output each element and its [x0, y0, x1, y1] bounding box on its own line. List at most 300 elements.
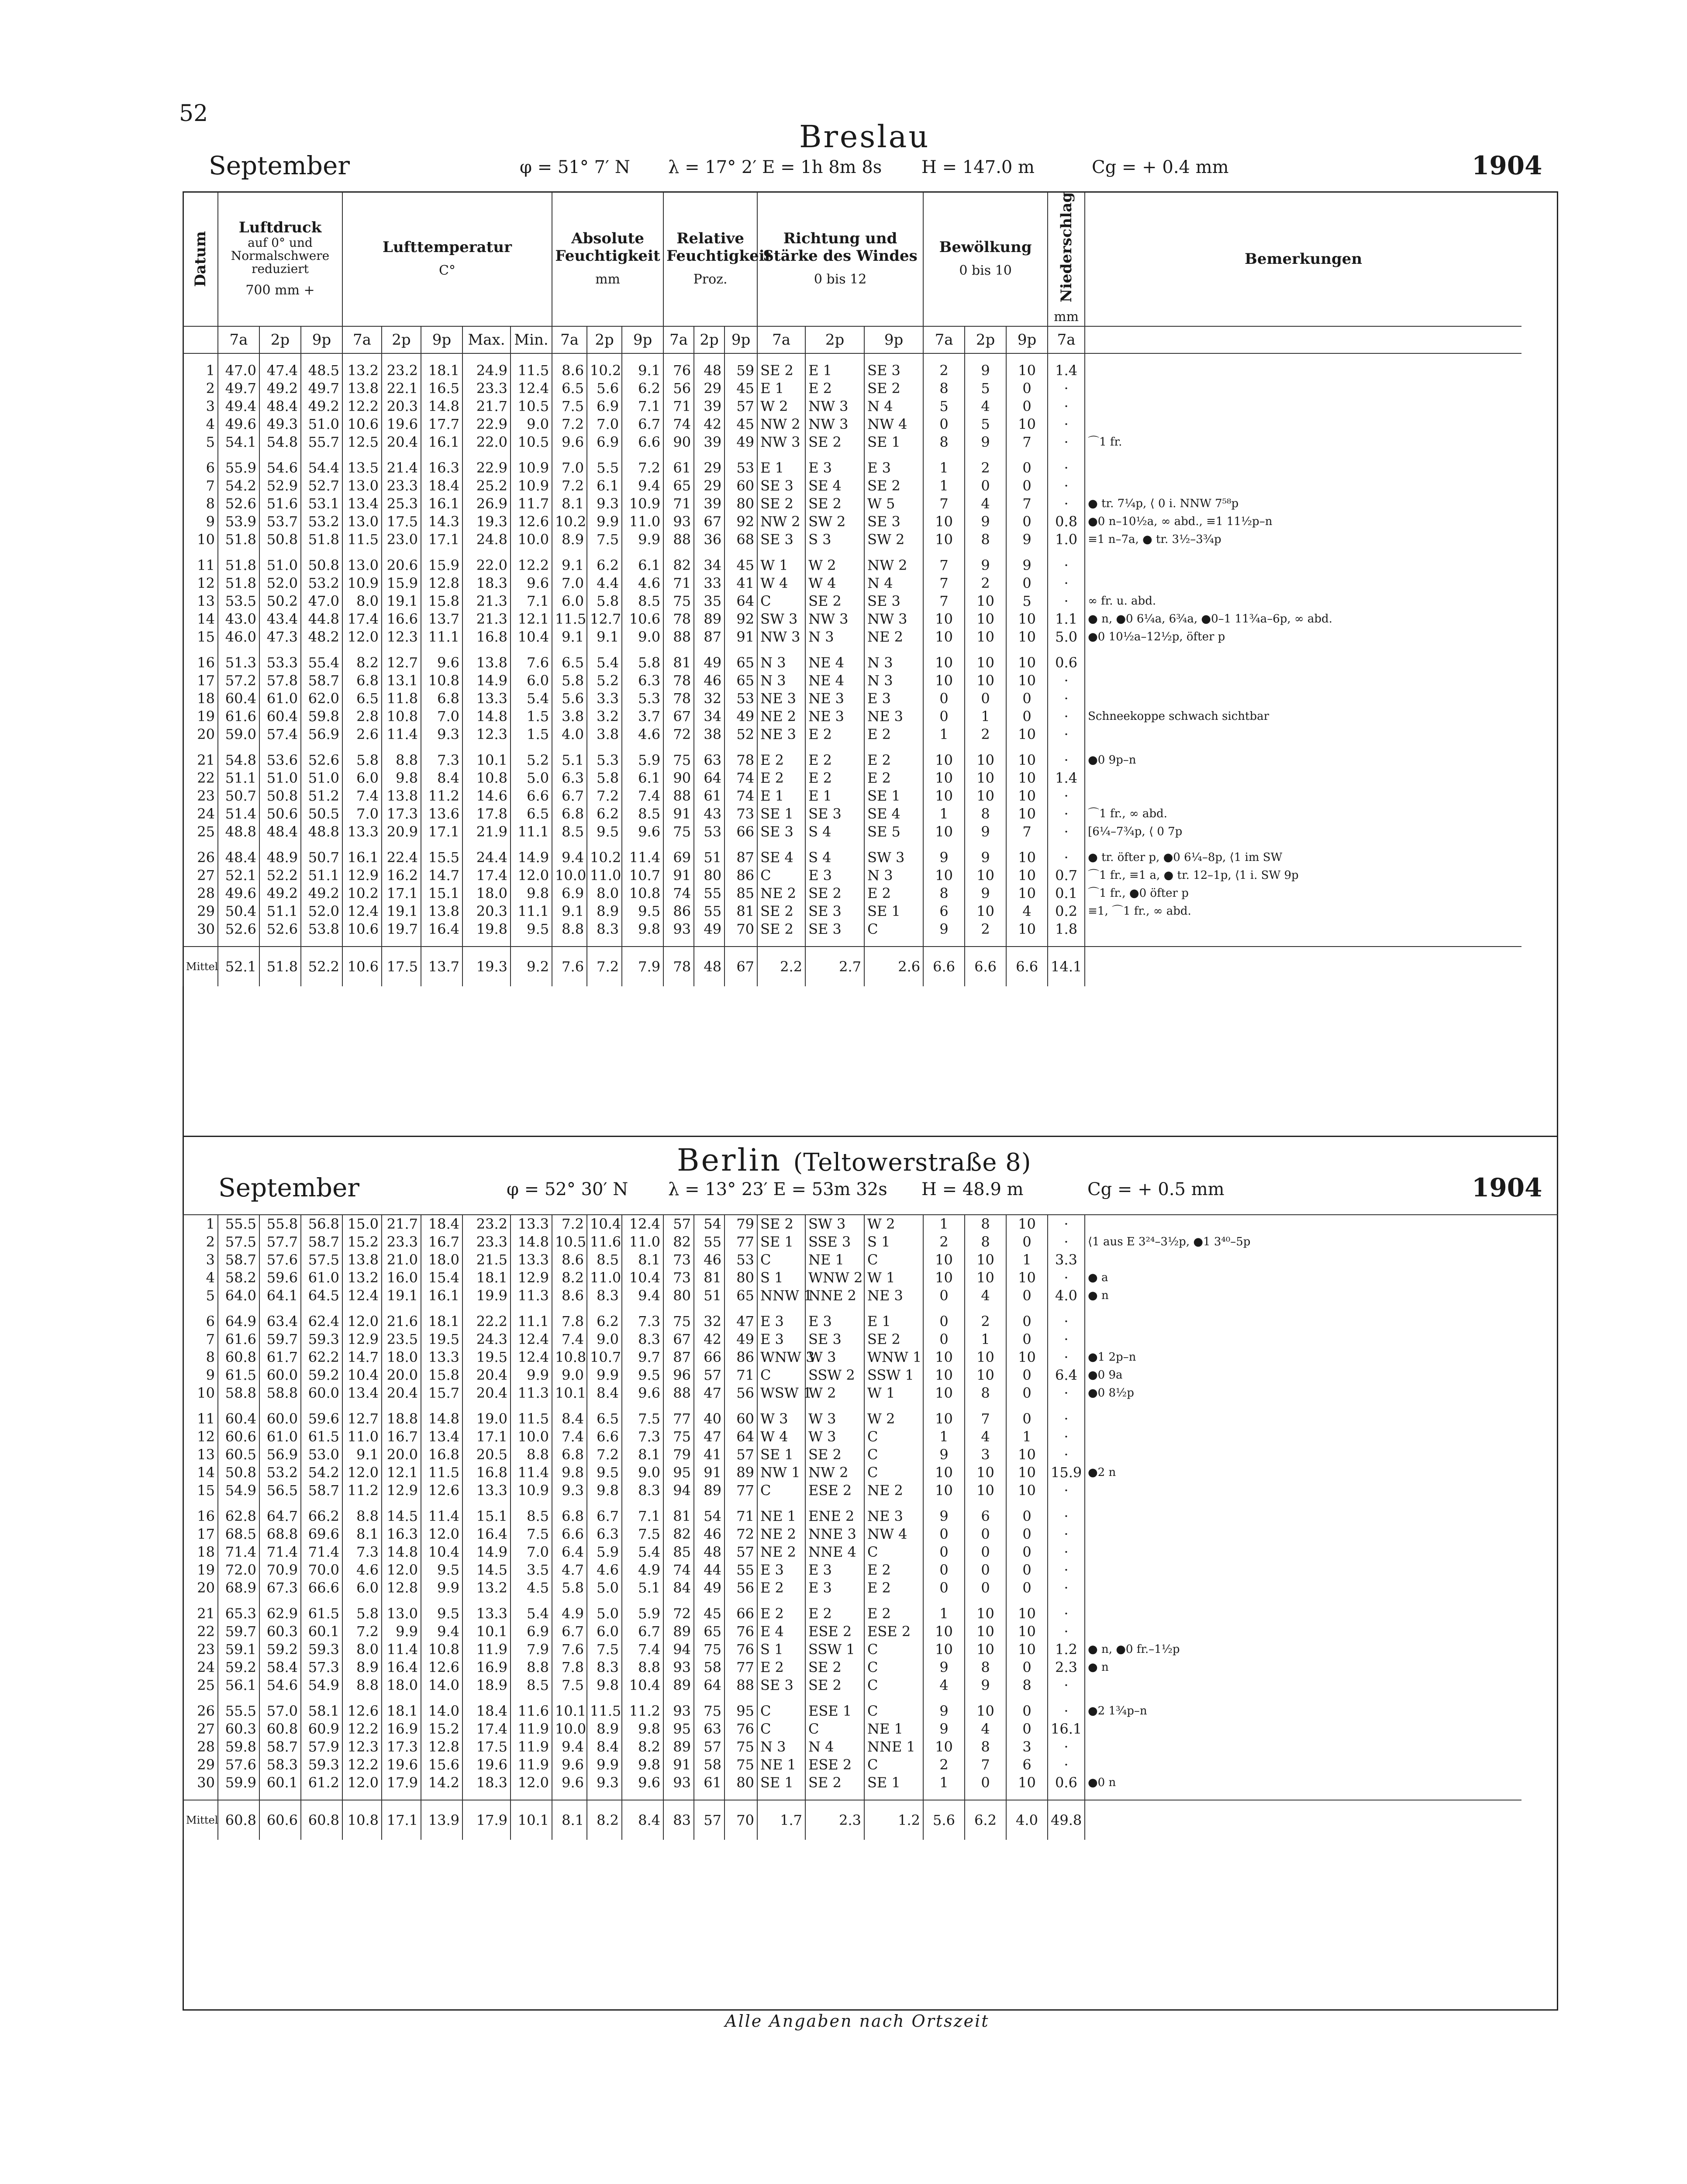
header-label: Bemerkungen: [1245, 250, 1363, 268]
table-cell: 8.8: [552, 920, 587, 938]
table-cell: 0.6: [1048, 654, 1085, 672]
spacer: [342, 451, 382, 459]
table-cell: 49: [724, 1330, 757, 1348]
spacer: [1048, 1402, 1085, 1410]
table-cell: SE 3: [757, 531, 805, 549]
spacer: [462, 353, 511, 362]
table-cell: 29: [183, 902, 218, 920]
table-cell: 64: [694, 1676, 724, 1694]
table-cell: 86: [724, 867, 757, 885]
table-cell: 10: [965, 1605, 1006, 1623]
table-cell: C: [864, 1676, 923, 1694]
table-cell: 59.2: [259, 1641, 301, 1659]
table-cell: 7.1: [511, 592, 552, 610]
table-cell: ·: [1048, 1525, 1085, 1543]
table-cell: [1085, 556, 1521, 574]
table-cell: 81: [663, 1507, 694, 1525]
table-cell: 32: [694, 1313, 724, 1330]
table-cell: 10: [1006, 1215, 1048, 1233]
table-cell: 0.7: [1048, 867, 1085, 885]
table-cell: 8.4: [587, 1384, 622, 1402]
table-cell: 11.5: [342, 531, 382, 549]
table-cell: 52.6: [301, 751, 342, 769]
table-cell: ·: [1048, 708, 1085, 726]
table-row: [183, 1251, 1521, 1269]
table-cell: 48.4: [259, 823, 301, 841]
table-cell: 10: [923, 1410, 965, 1428]
station-longitude: λ = 13° 23′ E = 53m 32s: [668, 1179, 887, 1199]
table-cell: 1: [1006, 1428, 1048, 1446]
table-cell: 8.8: [342, 1507, 382, 1525]
table-cell: S 4: [805, 823, 864, 841]
table-cell: 7: [965, 1756, 1006, 1774]
spacer: [301, 743, 342, 751]
table-cell: 17.8: [462, 805, 511, 823]
table-cell: 1.5: [511, 726, 552, 743]
table-cell: 51.0: [259, 556, 301, 574]
table-cell: 26: [183, 1702, 218, 1720]
table-cell: 14.0: [421, 1676, 462, 1694]
table-cell: 89: [663, 1623, 694, 1641]
table-cell: 66: [724, 823, 757, 841]
table-cell: 56.8: [301, 1215, 342, 1233]
table-cell: 7.9: [511, 1641, 552, 1659]
table-cell: 16.5: [421, 380, 462, 397]
table-cell: 11.4: [511, 1464, 552, 1482]
table-cell: 13.8: [382, 787, 421, 805]
table-cell: 66.2: [301, 1507, 342, 1525]
spacer: [259, 1694, 301, 1702]
table-cell: 14: [183, 1464, 218, 1482]
table-cell: 6.9: [552, 885, 587, 902]
precip-header: [1048, 192, 1085, 326]
spacer: [382, 841, 421, 849]
table-cell: 9.8: [587, 1482, 622, 1500]
table-cell: 10: [923, 1641, 965, 1659]
table-cell: 10: [965, 867, 1006, 885]
header-unit: 700 mm +: [245, 283, 315, 298]
table-cell: 0: [1006, 477, 1048, 495]
table-cell: ·: [1048, 805, 1085, 823]
table-cell: [1085, 1676, 1521, 1694]
table-cell: 14: [183, 610, 218, 628]
table-cell: 29: [694, 380, 724, 397]
table-cell: SW 2: [864, 531, 923, 549]
table-cell: 95: [663, 1720, 694, 1738]
table-cell: NNE 2: [805, 1287, 864, 1305]
table-cell: 57: [724, 1543, 757, 1561]
table-cell: 6.1: [587, 477, 622, 495]
table-cell: 10.1: [552, 1384, 587, 1402]
table-cell: 9.6: [552, 433, 587, 451]
table-cell: 53.0: [301, 1446, 342, 1464]
table-cell: [6¼–7¾p, ⟨ 0 7p: [1085, 823, 1521, 841]
table-cell: 17.4: [342, 610, 382, 628]
spacer: [923, 1694, 965, 1702]
mean-cell: 6.2: [965, 1800, 1006, 1840]
table-cell: 11.2: [342, 1482, 382, 1500]
table-cell: 9: [965, 1676, 1006, 1694]
spacer: [663, 1500, 694, 1507]
table-cell: 24: [183, 1659, 218, 1676]
table-cell: 59.3: [301, 1756, 342, 1774]
spacer: [923, 743, 965, 751]
table-cell: 1: [923, 1428, 965, 1446]
spacer: [511, 1792, 552, 1800]
table-cell: 49.2: [301, 397, 342, 415]
table-cell: 6.3: [552, 769, 587, 787]
table-cell: E 2: [805, 769, 864, 787]
spacer: [342, 1305, 382, 1313]
table-cell: 71: [663, 495, 694, 513]
table-cell: 6.0: [342, 769, 382, 787]
table-cell: WNW 2: [805, 1269, 864, 1287]
spacer: [724, 1597, 757, 1605]
table-cell: 12.0: [421, 1525, 462, 1543]
table-cell: 10: [1006, 654, 1048, 672]
table-cell: 6.3: [587, 1525, 622, 1543]
table-cell: ·: [1048, 433, 1085, 451]
table-cell: N 3: [757, 654, 805, 672]
table-cell: 8.5: [511, 1676, 552, 1694]
table-cell: 11.9: [511, 1720, 552, 1738]
table-cell: 8: [183, 1348, 218, 1366]
table-cell: 4.4: [587, 574, 622, 592]
spacer: [923, 1597, 965, 1605]
table-cell: 68.9: [218, 1579, 259, 1597]
spacer: [805, 938, 864, 947]
table-row: [183, 1366, 1521, 1384]
table-cell: C: [757, 867, 805, 885]
table-cell: 13.3: [462, 690, 511, 708]
table-cell: 7.2: [587, 1446, 622, 1464]
table-row: [183, 477, 1521, 495]
table-cell: 53.6: [259, 751, 301, 769]
header-sub: reduziert: [252, 262, 309, 276]
table-cell: 6.2: [587, 805, 622, 823]
table-cell: 10.0: [511, 1428, 552, 1446]
table-cell: E 2: [864, 885, 923, 902]
table-cell: NE 1: [757, 1756, 805, 1774]
spacer: [1006, 938, 1048, 947]
table-cell: 15.9: [382, 574, 421, 592]
station-gravity: Cg = + 0.4 mm: [1092, 157, 1229, 177]
table-cell: 0: [1006, 1233, 1048, 1251]
table-cell: 57.8: [259, 672, 301, 690]
table-cell: 8.1: [552, 495, 587, 513]
spacer: [1048, 938, 1085, 947]
table-cell: 11.0: [587, 1269, 622, 1287]
table-cell: 5.9: [622, 751, 663, 769]
table-cell: 20.3: [462, 902, 511, 920]
table-cell: 11.0: [622, 1233, 663, 1251]
table-cell: 67.3: [259, 1579, 301, 1597]
table-cell: 61.0: [301, 1269, 342, 1287]
table-cell: 10.5: [511, 397, 552, 415]
table-cell: 10: [923, 867, 965, 885]
table-cell: 48.5: [301, 362, 342, 380]
header-unit: mm: [1054, 309, 1079, 325]
table-cell: 11.9: [511, 1756, 552, 1774]
spacer: [421, 1597, 462, 1605]
table-cell: 0: [1006, 1543, 1048, 1561]
table-cell: 5: [183, 1287, 218, 1305]
table-cell: N 4: [864, 574, 923, 592]
table-cell: 20.0: [382, 1366, 421, 1384]
time-header: 9p: [622, 326, 663, 353]
table-row: [183, 1384, 1521, 1402]
table-cell: 12.4: [342, 1287, 382, 1305]
table-cell: 8.4: [587, 1738, 622, 1756]
table-row: [183, 556, 1521, 574]
spacer: [552, 1792, 587, 1800]
table-cell: 10: [1006, 751, 1048, 769]
table-cell: 7.0: [587, 415, 622, 433]
table-cell: 14.8: [462, 708, 511, 726]
table-cell: 3.5: [511, 1561, 552, 1579]
table-cell: 0: [1006, 1384, 1048, 1402]
table-cell: 30: [183, 1774, 218, 1792]
table-cell: ·: [1048, 592, 1085, 610]
station-month: September: [209, 151, 350, 180]
table-cell: 12.2: [342, 1756, 382, 1774]
table-cell: 12.0: [511, 867, 552, 885]
spacer: [694, 549, 724, 556]
table-cell: E 2: [757, 1605, 805, 1623]
table-cell: NE 3: [757, 690, 805, 708]
table-cell: 12.3: [462, 726, 511, 743]
spacer: [663, 451, 694, 459]
table-cell: ∞ fr. u. abd.: [1085, 592, 1521, 610]
table-cell: 2: [923, 1756, 965, 1774]
table-cell: [1085, 459, 1521, 477]
table-cell: 79: [663, 1446, 694, 1464]
table-cell: 3.8: [552, 708, 587, 726]
table-cell: 10: [965, 1641, 1006, 1659]
spacer: [421, 1792, 462, 1800]
table-cell: 6.7: [552, 1623, 587, 1641]
spacer: [301, 549, 342, 556]
table-cell: 30: [183, 920, 218, 938]
table-cell: SE 3: [805, 902, 864, 920]
table-cell: 65: [724, 672, 757, 690]
table-cell: 65: [663, 477, 694, 495]
spacer: [805, 1305, 864, 1313]
table-cell: 9.9: [511, 1366, 552, 1384]
spacer: [342, 743, 382, 751]
table-cell: 0: [1006, 1366, 1048, 1384]
table-cell: W 5: [864, 495, 923, 513]
table-cell: 74: [663, 415, 694, 433]
spacer: [923, 1402, 965, 1410]
table-cell: 58.7: [301, 672, 342, 690]
table-cell: 60.6: [218, 1428, 259, 1446]
table-cell: 1: [923, 726, 965, 743]
table-cell: 3.3: [587, 690, 622, 708]
table-cell: NW 3: [757, 433, 805, 451]
spacer: [622, 353, 663, 362]
table-cell: 55: [694, 1233, 724, 1251]
table-cell: ⌒1 fr.: [1085, 433, 1521, 451]
table-cell: 11.0: [622, 513, 663, 531]
time-header: 7a: [218, 326, 259, 353]
mean-cell: 48: [694, 947, 724, 986]
table-cell: E 2: [757, 769, 805, 787]
table-row: [183, 787, 1521, 805]
spacer: [301, 1402, 342, 1410]
table-cell: 19: [183, 708, 218, 726]
spacer: [1006, 1402, 1048, 1410]
table-cell: 0.1: [1048, 885, 1085, 902]
spacer: [724, 1694, 757, 1702]
spacer: [552, 1597, 587, 1605]
spacer: [663, 353, 694, 362]
table-cell: 10.0: [511, 531, 552, 549]
spacer: [965, 1500, 1006, 1507]
table-cell: 60: [724, 1410, 757, 1428]
table-cell: NW 2: [757, 415, 805, 433]
table-cell: 42: [694, 1330, 724, 1348]
table-cell: 4: [965, 495, 1006, 513]
table-cell: 54.4: [301, 459, 342, 477]
table-cell: ·: [1048, 415, 1085, 433]
spacer: [218, 1597, 259, 1605]
table-cell: SE 1: [864, 902, 923, 920]
table-cell: SE 3: [864, 513, 923, 531]
spacer: [301, 1792, 342, 1800]
table-cell: 7.5: [511, 1525, 552, 1543]
table-cell: 56.1: [218, 1676, 259, 1694]
table-cell: 91: [663, 805, 694, 823]
table-cell: 12.9: [511, 1269, 552, 1287]
table-cell: 8.5: [622, 592, 663, 610]
mean-cell: 8.4: [622, 1800, 663, 1840]
table-cell: C: [757, 592, 805, 610]
table-cell: NW 3: [805, 610, 864, 628]
spacer: [259, 646, 301, 654]
table-cell: 13.3: [462, 1605, 511, 1623]
table-cell: 5.8: [587, 592, 622, 610]
table-cell: 13.3: [421, 1348, 462, 1366]
spacer: [757, 451, 805, 459]
table-cell: 48.8: [218, 823, 259, 841]
table-cell: 18.1: [421, 1313, 462, 1330]
table-cell: 91: [663, 1756, 694, 1774]
table-cell: 0: [1006, 690, 1048, 708]
table-cell: 0: [1006, 1579, 1048, 1597]
table-cell: 7.3: [342, 1543, 382, 1561]
spacer: [622, 1597, 663, 1605]
table-cell: 12.0: [342, 1774, 382, 1792]
table-cell: 51.8: [218, 574, 259, 592]
table-cell: 19.9: [462, 1287, 511, 1305]
table-cell: 1: [923, 1605, 965, 1623]
spacer: [552, 743, 587, 751]
table-cell: 5.0: [587, 1605, 622, 1623]
table-cell: 13.7: [421, 610, 462, 628]
table-cell: 23.3: [382, 1233, 421, 1251]
table-cell: 60.9: [301, 1720, 342, 1738]
table-cell: 59.6: [259, 1269, 301, 1287]
table-cell: 14.5: [462, 1561, 511, 1579]
table-cell: 14.7: [342, 1348, 382, 1366]
table-cell: 0: [1006, 1525, 1048, 1543]
spacer: [382, 1500, 421, 1507]
table-cell: S 1: [757, 1269, 805, 1287]
table-cell: 17.3: [382, 805, 421, 823]
table-cell: 7: [183, 1330, 218, 1348]
table-cell: NNE 4: [805, 1543, 864, 1561]
table-cell: 13.8: [342, 380, 382, 397]
table-cell: E 3: [805, 1579, 864, 1597]
spacer: [1048, 1500, 1085, 1507]
table-cell: 22: [183, 1623, 218, 1641]
table-cell: 23.2: [462, 1215, 511, 1233]
table-cell: 2: [965, 459, 1006, 477]
table-cell: 64.7: [259, 1507, 301, 1525]
spacer: [552, 1402, 587, 1410]
table-cell: 15.6: [421, 1756, 462, 1774]
spacer: [923, 646, 965, 654]
table-cell: 16.7: [421, 1233, 462, 1251]
table-cell: 9.3: [552, 1482, 587, 1500]
table-cell: 9: [923, 1720, 965, 1738]
time-header: 7a: [552, 326, 587, 353]
table-cell: 10.0: [552, 867, 587, 885]
table-row: [183, 1702, 1521, 1720]
table-cell: N 3: [757, 1738, 805, 1756]
spacer: [511, 646, 552, 654]
spacer: [301, 1597, 342, 1605]
table-cell: 11.5: [552, 610, 587, 628]
table-cell: 10: [1006, 885, 1048, 902]
table-row: [183, 1233, 1521, 1251]
table-cell: 7: [1006, 823, 1048, 841]
table-row: [183, 920, 1521, 938]
table-cell: 4: [183, 1269, 218, 1287]
table-cell: W 1: [864, 1384, 923, 1402]
table-cell: 6: [183, 1313, 218, 1330]
spacer: [622, 1402, 663, 1410]
table-cell: 9.1: [552, 902, 587, 920]
table-cell: 61.2: [301, 1774, 342, 1792]
table-cell: 7.4: [552, 1428, 587, 1446]
table-cell: E 2: [757, 1579, 805, 1597]
table-cell: 10: [923, 628, 965, 646]
table-cell: 21.5: [462, 1251, 511, 1269]
table-cell: 13.6: [421, 805, 462, 823]
table-cell: 11.4: [382, 726, 421, 743]
table-cell: SE 2: [757, 495, 805, 513]
table-cell: 12.3: [382, 628, 421, 646]
table-cell: 13.4: [421, 1428, 462, 1446]
spacer: [663, 1402, 694, 1410]
table-cell: SE 4: [864, 805, 923, 823]
table-cell: C: [864, 1641, 923, 1659]
table-cell: 10.2: [342, 885, 382, 902]
table-cell: 59.9: [218, 1774, 259, 1792]
table-cell: 15.2: [421, 1720, 462, 1738]
table-cell: 9.8: [622, 920, 663, 938]
table-cell: 90: [663, 769, 694, 787]
table-cell: 4: [965, 397, 1006, 415]
table-cell: 7.4: [622, 787, 663, 805]
table-cell: 11.4: [622, 849, 663, 867]
table-cell: 53.7: [259, 513, 301, 531]
table-cell: 9.3: [421, 726, 462, 743]
table-cell: 10: [1006, 849, 1048, 867]
table-cell: 12.9: [342, 867, 382, 885]
